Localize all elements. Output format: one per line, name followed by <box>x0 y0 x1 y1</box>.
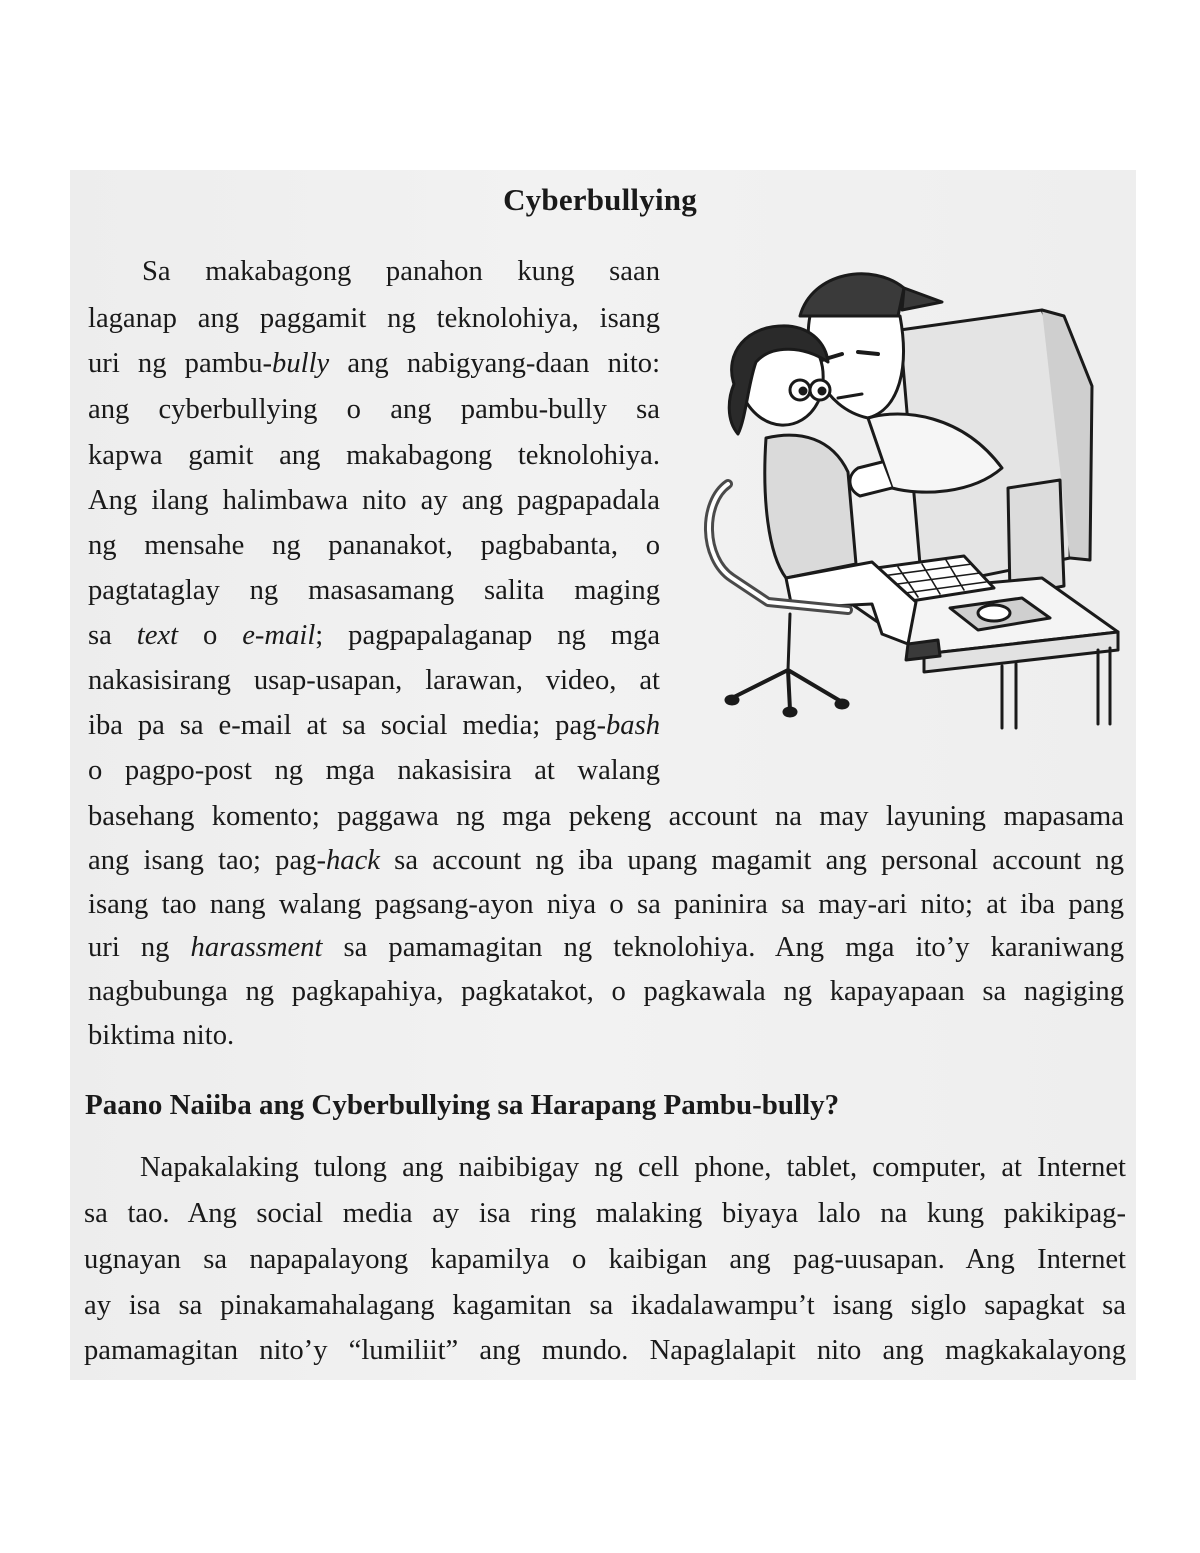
paragraph-line <box>88 299 660 339</box>
text-run: nagbubunga ng pagkapahiya, pagkatakot, o pagkawala ng kapayapaan sa nagiging <box>88 976 1124 1007</box>
paragraph-line <box>88 526 660 566</box>
text-run: sa <box>88 620 137 651</box>
text-run: o pagpo-post ng mga nakasisira at walang <box>88 755 660 786</box>
text-run: kapwa gamit ang makabagong teknolohiya. <box>88 440 660 471</box>
text-run: ; pagpapalaganap ng mga <box>315 620 661 651</box>
paragraph-line <box>88 928 1124 968</box>
text-run: Sa makabagong panahon kung saan <box>142 256 660 287</box>
paragraph-line <box>88 751 660 791</box>
text-run: ang nabigyang-daan nito: <box>329 348 661 379</box>
cyberbully-reaching-out-of-computer-icon <box>672 258 1128 736</box>
italic-term: bully <box>272 348 330 379</box>
italic-term: harassment <box>190 932 323 963</box>
paragraph-line <box>88 972 1124 1012</box>
italic-term: e-mail <box>242 620 316 651</box>
paragraph-line: ay isa sa pinakamahalagang kagamitan sa ikadalawampu’t isang siglo sapagkat sa <box>84 1290 1126 1321</box>
text-run: isang tao nang walang pagsang-ayon niya o sa paninira sa may-ari nito; at iba pang <box>88 889 1124 920</box>
paragraph-line <box>88 571 660 611</box>
paragraph-line: pamamagitan nito’y “lumiliit” ang mundo. Napaglalapit nito ang magkakalayong <box>84 1335 1126 1366</box>
text-run: nakasisirang usap-usapan, larawan, video, at <box>88 665 660 696</box>
paragraph-line <box>88 481 660 521</box>
paragraph-line <box>142 252 660 292</box>
text-run: uri ng <box>88 932 191 963</box>
text-run: ang cyberbullying o ang pambu-bully sa <box>88 394 660 425</box>
paragraph-line <box>88 661 660 701</box>
text-run: laganap ang paggamit ng teknolohiya, isang <box>88 303 660 334</box>
text-run: uri ng pambu- <box>88 348 273 379</box>
paragraph-line <box>88 706 660 746</box>
paragraph-line <box>88 390 660 430</box>
text-run: basehang komento; paggawa ng mga pekeng account na may layuning mapasama <box>88 801 1124 832</box>
text-run: biktima nito. <box>88 1020 235 1051</box>
text-run: iba pa sa e-mail at sa social media; pag- <box>88 710 606 741</box>
paragraph-line <box>88 344 660 384</box>
section-subheading: Paano Naiiba ang Cyberbullying sa Harapang Pambu-bully? <box>85 1089 840 1121</box>
paragraph-line <box>88 885 1124 925</box>
paragraph-line <box>88 436 660 476</box>
paragraph-line <box>88 841 1124 881</box>
page-title: Cyberbullying <box>503 182 697 217</box>
italic-term: hack <box>325 845 380 876</box>
paragraph-line: sa tao. Ang social media ay isa ring malaking biyaya lalo na kung pakikipag- <box>84 1198 1126 1229</box>
paragraph-line: ugnayan sa napapalayong kapamilya o kaibigan ang pag-uusapan. Ang Internet <box>84 1244 1126 1275</box>
text-run: sa pamamagitan ng teknolohiya. Ang mga ito’y karaniwang <box>322 932 1124 963</box>
text-run: ng mensahe ng pananakot, pagbabanta, o <box>88 530 660 561</box>
paragraph-line <box>88 797 1124 837</box>
text-run: Ang ilang halimbawa nito ay ang pagpapadala <box>88 485 660 516</box>
paragraph-line <box>88 616 660 656</box>
text-run: ang isang tao; pag- <box>88 845 326 876</box>
text-run: sa account ng iba upang magamit ang personal account ng <box>379 845 1124 876</box>
text-run: o <box>178 620 243 651</box>
italic-term: bash <box>605 710 660 741</box>
text-run: pagtataglay ng masasamang salita maging <box>88 575 660 606</box>
italic-term: text <box>136 620 179 651</box>
paragraph-line <box>88 1016 1124 1056</box>
paragraph-line: Napakalaking tulong ang naibibigay ng cell phone, tablet, computer, at Internet <box>140 1152 1126 1183</box>
